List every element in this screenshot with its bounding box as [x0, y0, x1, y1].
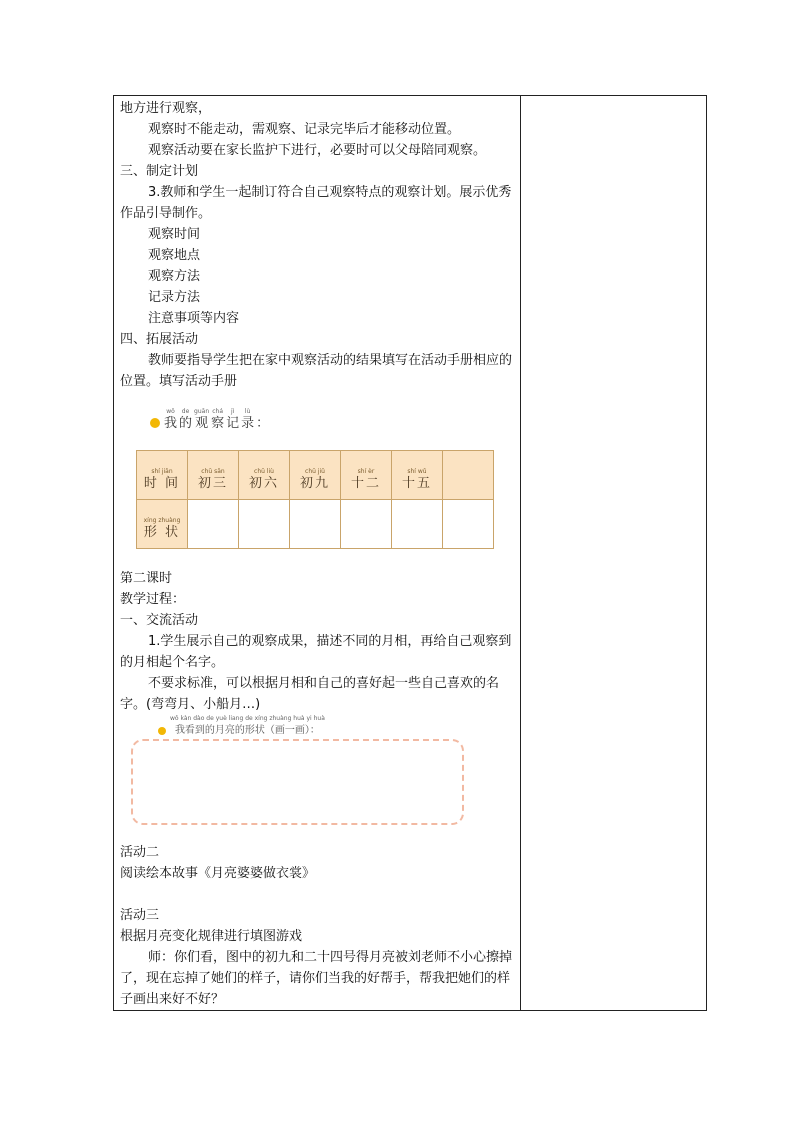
naming-paragraph: 不要求标准，可以根据月相和自己的喜好起一些自己喜欢的名字。(弯弯月、小船月…) [120, 676, 500, 712]
section-heading: 一、交流活动 [120, 613, 199, 628]
drawing-figure [120, 715, 516, 842]
section4-paragraph: 教师要指导学生把在家中观察活动的结果填写在活动手册相应的位置。填写活动手册 [120, 353, 513, 389]
text-line: 观察活动要在家长监护下进行，必要时可以父母陪同观察。 [148, 143, 487, 158]
section-heading: 四、拓展活动 [120, 332, 199, 347]
observation-record-figure [120, 398, 516, 568]
header-cell: shí jiān 时 间 [137, 451, 188, 500]
exchange-paragraph: 1.学生展示自己的观察成果，描述不同的月相，再给自己观察到的月相起个名字。 [120, 634, 512, 670]
plan-item: 观察时间 [148, 227, 201, 242]
record-table [136, 450, 494, 549]
shape-cell [239, 500, 290, 549]
ruby-char: lù 录 [241, 408, 255, 431]
shape-cell [188, 500, 239, 549]
teacher-paragraph: 师：你们看，图中的初九和二十四号得月亮被刘老师不小心擦掉了，现在忘掉了她们的样子，请你们当我的好帮手，帮我把她们的样子画出来好不好？ [120, 950, 513, 1007]
record-header-row [137, 451, 494, 500]
drawing-title-ruby: wǒ kàn dào de yuè liang de xíng zhuàng huà yi huà 我看到的月亮的形状（画一画）： [170, 715, 325, 736]
shape-cell [290, 500, 341, 549]
plan-item: 注意事项等内容 [148, 311, 240, 326]
column-divider [520, 96, 521, 1010]
activity-text: 阅读绘本故事《月亮婆婆做衣裳》 [120, 866, 316, 881]
record-title [150, 408, 271, 432]
content-column [120, 98, 516, 1010]
plan-paragraph [120, 182, 516, 224]
ruby-char: wǒ 我 [164, 408, 178, 431]
ruby-char: jì 记 [226, 408, 240, 431]
plan-text: 3.教师和学生一起制订符合自己观察特点的观察计划。展示优秀作品引导制作。 [120, 185, 512, 221]
activity-title: 活动二 [120, 845, 160, 860]
text-line: 地方进行观察， [120, 101, 212, 116]
header-cell [443, 451, 494, 500]
lesson-plan-table [113, 95, 707, 1011]
shape-cell [392, 500, 443, 549]
plan-item: 观察地点 [148, 248, 201, 263]
shape-cell [341, 500, 392, 549]
record-shape-row [137, 500, 494, 549]
plan-item: 记录方法 [148, 290, 201, 305]
ruby-char: chá 察 [211, 408, 225, 431]
ruby-char: de 的 [179, 408, 193, 431]
activity-title: 活动三 [120, 908, 160, 923]
bullet-dot-icon [150, 418, 160, 428]
header-cell: chū sān 初三 [188, 451, 239, 500]
plan-item: 观察方法 [148, 269, 201, 284]
header-cell: shí wǔ 十五 [392, 451, 443, 500]
spacer [120, 884, 516, 905]
header-cell: shí èr 十二 [341, 451, 392, 500]
row-label-cell: xíng zhuàng 形 状 [137, 500, 188, 549]
lesson-title: 第二课时 [120, 571, 173, 586]
text-line: 观察时不能走动，需观察、记录完毕后才能移动位置。 [148, 122, 461, 137]
ruby-char: ： [256, 416, 270, 431]
drawing-title [158, 715, 327, 739]
ruby-char: guān 观 [194, 408, 210, 431]
section-heading: 三、制定计划 [120, 164, 199, 179]
header-cell: chū jiǔ 初九 [290, 451, 341, 500]
header-cell: chū liù 初六 [239, 451, 290, 500]
drawing-area [131, 739, 464, 825]
activity-text: 根据月亮变化规律进行填图游戏 [120, 929, 303, 944]
process-label: 教学过程： [120, 592, 186, 607]
bullet-dot-icon [158, 727, 166, 735]
shape-cell [443, 500, 494, 549]
